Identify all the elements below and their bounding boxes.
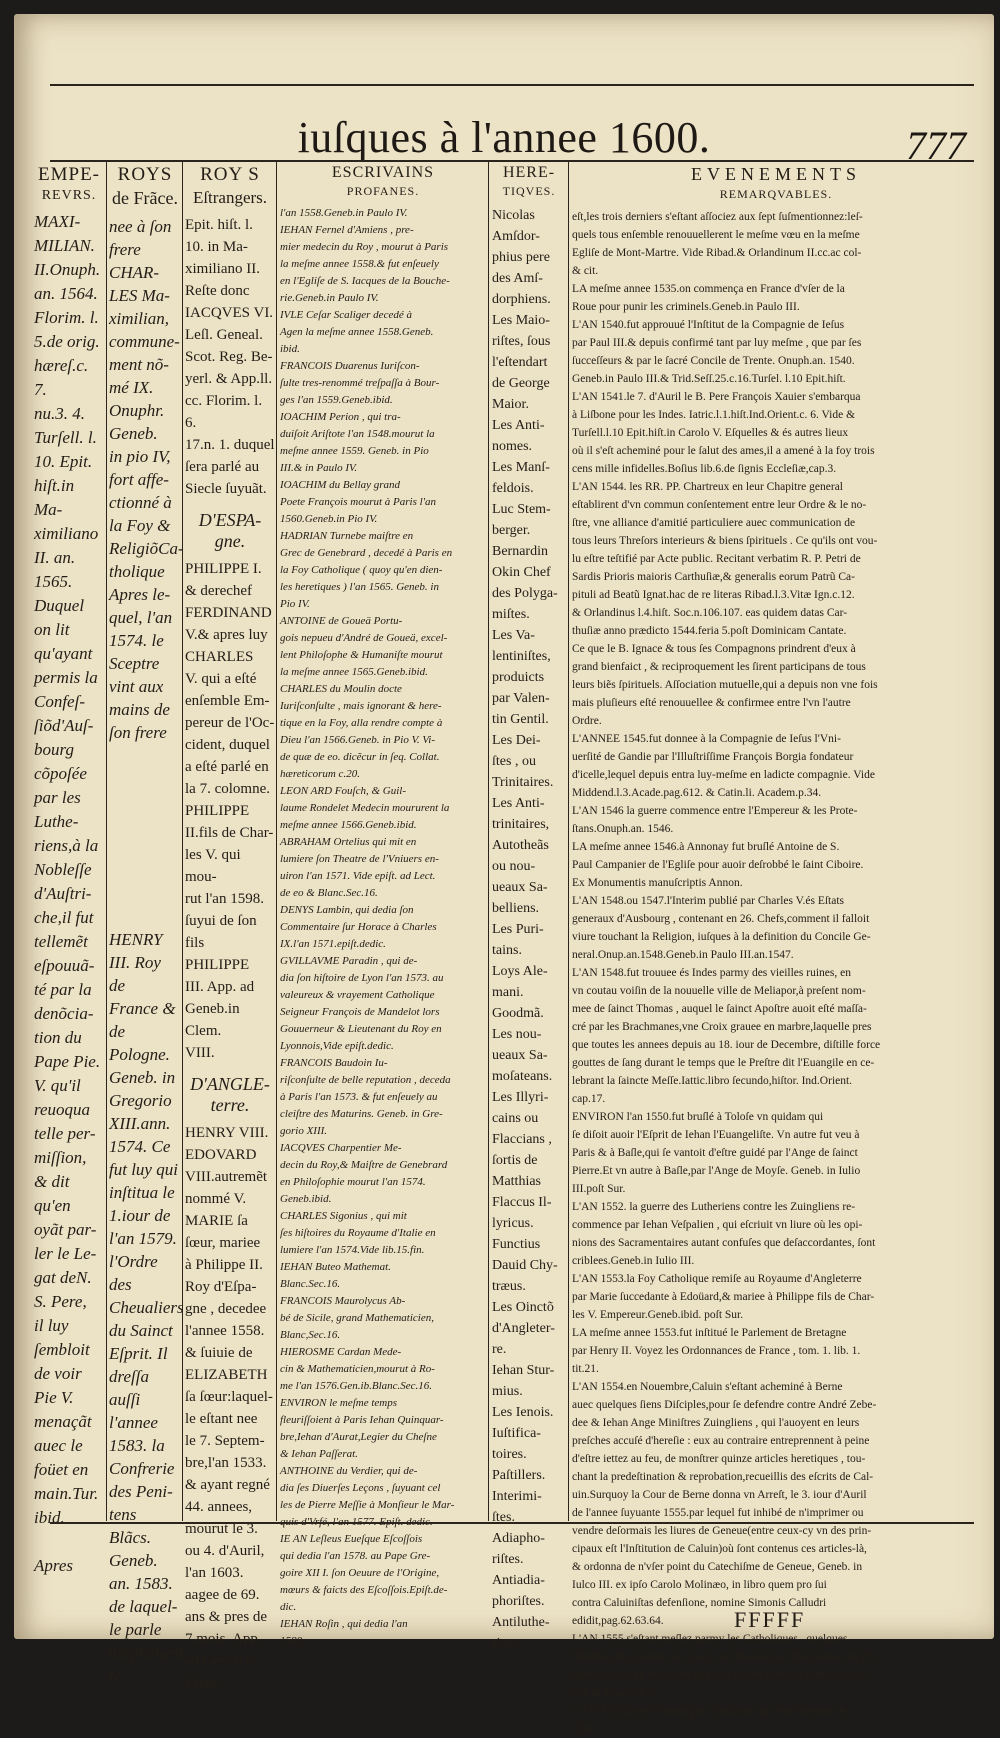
column-subheading: REVRS. [41, 188, 97, 203]
french-kings-column [109, 164, 184, 1685]
column-subheading: TIQVES. [502, 184, 556, 198]
footer-rule [50, 1522, 974, 1524]
column-heading: ROY S [200, 164, 260, 185]
column-text: Epit. hiſt. l. 10. in Ma- ximiliano II. Reſte donc IACQVES VI. Leſl. Geneal. Scot. Reg. Be- yerl. & App.ll. cc. Florim. l. 6. 17.n. 1. duquel ſera parlé au Siecle ſuyuãt. [185, 217, 275, 497]
column-text: Nicolas Amſdor- phius pere des Amſ- dorphiens. Les Maio- riſtes, ſous l'eſtendart de George Maior. Les Anti- nomes. Les Manſ- feldois. Luc Stem- berger. Bernardin Okin Chef des Polyga- miſtes. Les Va- lentiniſtes, produicts par Valen- tin Gentil. Les Dei- ſtes , ou Trinitaires. Les Anti- trinitaires, Autotheãs ou nou- ueaux Sa- belliens. Les Puri- tains. Loys Ale- mani. Goodmã. Les nou- ueaux Sa- moſateans. Les Illyri- cains ou Flaccians , ſortis de Matthias Flaccus Il- lyricus. Functius Dauid Chy- træus. Les Oinctõ d'Angleter- re. Iehan Stur- mius. Les Ienois. Iuſtifica- toires. Paſtillers. Interimi- ſtes. Adiapho- riſtes. Antiadia- phoriſtes. Antiluthe- riens [492, 208, 558, 1651]
column-divider [106, 162, 107, 1521]
emperors-column [34, 164, 104, 1575]
section-heading-england: D'ANGLE- terre. [190, 1074, 270, 1115]
top-rule [50, 84, 974, 86]
column-subheading: REMARQVABLES. [719, 187, 833, 201]
column-heading: ESCRIVAINS [331, 164, 435, 181]
column-subheading: de Frãce. [112, 188, 178, 208]
column-heading: HERE- [502, 164, 556, 181]
book-page [14, 14, 994, 1735]
column-heading: ROYS [117, 164, 173, 185]
column-divider [276, 162, 277, 1521]
column-heading: EVENEMENTS [691, 164, 861, 184]
column-text: PHILIPPE I. & derechef FERDINAND V.& apres luy CHARLES V. qui a eſté enſemble Em- pereur de l'Oc- cident, duquel a eſté parlé en la 7. colomne. PHILIPPE II.fils de Char- les V. qui mou- rut l'an 1598. ſuyui de ſon fils PHILIPPE III. App. ad Geneb.in Clem. VIII. [185, 561, 275, 1061]
heretics-column [492, 164, 566, 1651]
column-divider [568, 162, 569, 1521]
column-text: eſt,les trois derniers s'eſtant aſſociez aux ſept ſuſmentionnez:leſ- quels tous enſemble renouuellerent le meſme vœu en la meſme Egliſe de Mont-Martre. Vide Ribad.& Orlandinum II.cc.ac col- & cit. LA meſme annee 1535.on commença en France d'vſer de la Roue pour punir les criminels.Geneb.in Paulo III. L'AN 1540.fut approuué l'Inſtitut de la Compagnie de Ieſus par Paul III.& depuis confirmé tant par luy meſme , que par ſes ſucceſſeurs & par le ſacré Concile de Trente. Onuph.an. 1540. Geneb.in Paulo III.& Trid.Seſſ.25.c.16.Turſel. l.10 Epit.hiſt. L'AN 1541.le 7. d'Auril le B. Pere François Xauier s'embarqua à Liſbone pour les Indes. Iatric.l.1.hiſt.Ind.Orient.c. 6. Vide & Turſell.l.10 Epit.hiſt.in Carolo V. Eſquelles & és autres lieux où il s'eſt acheminé pour le ſalut des ames,il a amené à la foy trois cens mille infidelles.Boſius lib.6.de ſignis Eccleſiæ,cap.3. L'AN 1544. les RR. PP. Chartreux en leur Chapitre general eſtablirent d'vn commun conſentement entre leur Ordre & le no- ſtre, vne alliance d'amitié particuliere auec communication de tous leurs Threſors interieurs & biens ſpirituels . Ce qu'ils ont vou- lu eſtre teſtifié par Acte public. Recitant verbatim R. P. Petri de Sardis Prioris maioris Carthuſiæ,& generalis eorum Patrũ Ca- pituli ad Beatũ Ignat.hac de re literas Ribad.l.3.Vitæ Ign.c.12. & Orlandinus l.4.hiſt. Soc.n.106.107. eas quidem datas Car- thuſiæ anno prædicto 1544.feria 5.poſt Dominicam Cantate. Ce que le B. Ignace & tous ſes Compagnons prindrent d'eux à grand bienfaict , & reciproquement les ſirent participans de tous leurs biẽs ſpirituels. Aſſociation mutuelle,qui a depuis non vne fois mais pluſieurs eſté renouuellee & confirmee entre l'vn l'autre Ordre. L'ANNEE 1545.fut donnee à la Compagnie de Ieſus l'Vni- uerſité de Gandie par l'Illuſtriſſime François Borgia fondateur d'icelle,lequel depuis entra luy-meſme en ladicte compagnie. Vide Middend.l.3.Acade.pag.612. & Catin.li. Academ.p.34. L'AN 1546 la guerre commence entre l'Empereur & les Prote- ſtans.Onuph.an. 1546. LA meſme annee 1546.à Annonay fut bruſlé Antoine de S. Paul Campanier de l'Egliſe pour auoir deſrobbé le ſaint Ciboire. Ex Monumentis manuſcriptis Annon. L'AN 1548.ou 1547.l'Interim publié par Charles V.és Eſtats generaux d'Ausbourg , contenant en 26. Chefs,comment il falloit viure touchant la Religion, iuſques à la definition du Concile Ge- neral.Onup.an.1548.Geneb.in Paulo III.an.1547. L'AN 1548.fut trouuee és Indes parmy des vieilles ruines, en vn coutau voiſin de la nouuelle ville de Meliapor,à preſent nom- mee de ſainct Thomas , auquel le ſainct Apoſtre auoit eſté maſſa- cré par les Brachmanes,vne Croix grauee en marbre,laquelle pres que toutes les annees depuis au 18. iour de Decembre, diſtille force gouttes de ſang durant le temps que le Preſtre dit l'Euangile en ce- lebrant la ſaincte Meſſe.Iattic.libro ſecundo,hiſtor. Ind.Orient. cap.17. ENVIRON l'an 1550.fut bruſlé à Toloſe vn quidam qui ſe diſoit auoir l'Eſprit de Iehan l'Euangeliſte. Vn autre fut veu à Paris & à Baſle,qui ſe vantoit d'eſtre guidé par l'Ange de ſainct Pierre.Et vn autre à Baſle,par l'Ange de Moyſe. Geneb. in Iulio III.poſt Sur. L'AN 1552. la guerre des Lutheriens contre les Zuingliens re- commence par Iehan Veſpalien , qui eſcriuit vn liure où les opi- nions des Sacramentaires autant confuſes que deſaccordantes, ſont criblees.Geneb.in Iulio III. L'AN 1553.la Foy Catholique remiſe au Royaume d'Angleterre par Marie ſuccedante à Edoüard,& mariee à Philippe fils de Char- les V. Empereur.Geneb.ibid. poſt Sur. LA meſme annee 1553.fut inſtitué le Parlement de Bretagne par Henry II. Voyez les Ordonnances de France , tom. 1. lib. 1. tit.21. L'AN 1554.en Nouembre,Caluin s'eſtant acheminé à Berne auec quelques ſiens Diſciples,pour ſe defendre contre André Zebe- dee & Iehan Ange Miniſtres Zuingliens , qui l'auoyent en leurs preſches accuſé d'hereſie : eux au contraire entreprennent à peine d'eſtre iettez au feu, de monſtrer quinze articles heretiques , tou- chant la predeſtination & reprobation,recueillis des eſcrits de Cal- uin.Surquoy la Cour de Berne donna vn Arreſt, le 3. iour d'Auril de l'annee ſuyuante 1555.par lequel fut inhibé de n'imprimer ou vendre deſormais les liures de Geneue(entre ceux-cy vn des prin- cipaux eſt l'Inſtitution de Caluin)où ſont contenus ces articles-là, & ordonna de n'vſer point du Catechiſme de Geneue, Geneb. in Iulco III. ex ipſo Carolo Molinæo, in libro quem pro ſui contra Caluiniſtas defenſione, nomine Simonis Calludri edidit,pag.62.63.64. L'AN 1555.s'eſtant meſlez parmy les Catholiques , quelques Miniſtres Huguenots au voyage de Nicolas de Villegaignon en l'A- merique,ils n'en receurent que leur courte honte & confuſion.Ge- neb.in Marcello II. L'AN 1555.furent fondez par Guillaume du Prat Eueſque de Cler- [572, 211, 881, 1735]
profane-writers-column [280, 164, 486, 1647]
column-text: l'an 1558.Geneb.in Paulo IV. IEHAN Fernel d'Amiens , pre- mier medecin du Roy , mourut à Paris la meſme annee 1558.& fut enſeuely en l'Egliſe de S. Iacques de la Bouche- rie.Geneb.in Paulo IV. IVLE Ceſar Scaliger decedé à Agen la meſme annee 1558.Geneb. ibid. FRANCOIS Duarenus Iuriſcon- ſulte tres-renommé treſpaſſa à Bour- ges l'an 1559.Geneb.ibid. IOACHIM Perion , qui tra- duiſoit Ariſtote l'an 1548.mourut la meſme annee 1559. Geneb. in Pio III.& in Paulo IV. IOACHIM du Bellay grand Poete François mourut à Paris l'an 1560.Geneb.in Pio IV. HADRIAN Turnebe maiſtre en Grec de Genebrard , decedé à Paris en la Foy Catholique ( quoy qu'en dien- les heretiques ) l'an 1565. Geneb. in Pio IV. ANTOINE de Goueä Portu- gois nepueu d'André de Goueä, excel- lent Philoſophe & Humaniſte mourut la meſme annee 1565.Geneb.ibid. CHARLES du Moulin docte Iuriſconſulte , mais ignorant & here- tique en la Foy, alla rendre compte à Dieu l'an 1566.Geneb. in Pio V. Vi- de quæ de eo. dicẽcur in ſeq. Collat. hæreticorum c.20. LEON ARD Fouſch, & Guil- laume Rondelet Medecin moururent la meſme annee 1566.Geneb.ibid. ABRAHAM Ortelius qui mit en lumiere ſon Theatre de l'Vniuers en- uiron l'an 1571. Vide epiſt. ad Lect. de eo & Blanc.Sec.16. DENYS Lambin, qui dedia ſon Commentaire ſur Horace à Charles IX.l'an 1571.epiſt.dedic. GVILLAVME Paradin , qui de- dia ſon hiſtoire de Lyon l'an 1573. au valeureux & vrayement Catholique Seigneur François de Mandelot lors Gouuerneur & Lieutenant du Roy en Lyonnois,Vide epiſt.dedic. FRANCOIS Baudoin Iu- riſconſulte de belle reputation , deceda à Paris l'an 1573. & fut enſeuely au cleiſtre des Maturins. Geneb. in Gre- gorio XIII. IACQVES Charpentier Me- decin du Roy,& Maiſtre de Genebrard en Philoſophie mourut l'an 1574. Geneb.ibid. CHARLES Sigonius , qui mit ſes hiſtoires du Royaume d'Italie en lumiere l'an 1574.Vide lib.15.fin. IEHAN Buteo Mathemat. Blanc.Sec.16. FRANCOIS Maurolycus Ab- bé de Sicile, grand Mathematicien, Blanc,Sec.16. HIEROSME Cardan Mede- cin & Mathematicien,mourut à Ro- me l'an 1576.Gen.ib.Blanc.Sec.16. ENVIRON le meſme temps fleuriſſoient à Paris Iehan Quinquar- bre,Iehan d'Aurat,Legier du Cheſne & Iehan Paſſerat. ANTHOINE du Verdier, qui de- dia ſes Diuerſes Leçons , ſuyuant cel les de Pierre Meſſie à Monſieur le Mar- quis d'Vrfé, l'an 1577. Epiſt. dedic. IE AN Leſleus Eueſque Eſcoſſois qui dedia l'an 1578. au Pape Gre- goire XII I. ſon Oeuure de l'Origine, mœurs & faicts des Eſcoſſois.Epiſt.de- dic. IEHAN Roſin , qui dedia l'an 1580 [280, 207, 455, 1647]
page-number: 777 [906, 123, 966, 168]
column-divider [182, 162, 183, 1521]
column-divider [488, 162, 489, 1521]
column-text: nee à ſon frere CHAR- LES Ma- ximilian, commune- ment nõ- mé IX. Onuphr. Geneb. in pio IV, fort affe- ctionné à la Foy & ReligiõCa- tholique Apres le- quel, l'an 1574. le Sceptre vint aux mains de ſon frere HENRY III. Roy de France & de Pologne. Geneb. in Gregorio XIII.ann. 1574. Ce fut luy qui inſtitua le 1.iour de l'an 1579. l'Ordre des Cheualiers du Sainct Eſprit. Il dreſſa auſſi l'annee 1583. la Confrerie des Peni- tens Blãcs. Geneb. an. 1583. de laquel- le parle amplement le [109, 217, 184, 1685]
column-text: MAXI- MILIAN. II.Onuph. an. 1564. Florim. l. 5.de orig. hæreſ.c. 7. nu.3. 4. Turſell. l. 10. Epit. hiſt.in Ma- ximiliano II. an. 1565. Duquel on lit qu'ayant permis la Confeſ- ſiõd'Auſ- bourg cõpoſée par les Luthe- riens,à la Nobleſſe d'Auſtri- che,il fut tellemẽt eſpouuã- té par la denõcia- tion du Pape Pie. V. qu'il reuoqua telle per- miſſion, & dit qu'en oyãt par- ler le Le- gat deN. S. Pere, il luy ſembloit de voir Pie V. menaçãt auec le foüet en main.Tur. ibid. Apres [34, 212, 101, 1575]
header-rule [50, 160, 974, 162]
signature-mark: FFFFF [734, 1607, 806, 1632]
column-text: HENRY VIII. EDOVARD VIII.autremẽt nommé V. MARIE ſa ſœur, mariee à Philippe II. Roy d'Eſpa- gne , decedee l'annee 1558. & ſuiuie de ELIZABETH ſa ſœur:laquel- le eſtant nee le 7. Septem- bre,l'an 1533. & ayant regné 44. annees, mourut le 3. ou 4. d'Auril, l'an 1603. aagee de 69. ans & pres de 7.mois. App. ad Geneb.in Clem. [185, 1125, 273, 1691]
column-subheading: Eſtrangers. [192, 188, 268, 207]
running-title: iuſques à l'annee 1600. [297, 113, 711, 162]
column-heading: EMPE- [38, 164, 100, 185]
foreign-kings-column [185, 164, 275, 1691]
column-subheading: PROFANES. [346, 184, 420, 198]
section-heading-spain: D'ESPA- gne. [198, 510, 262, 551]
